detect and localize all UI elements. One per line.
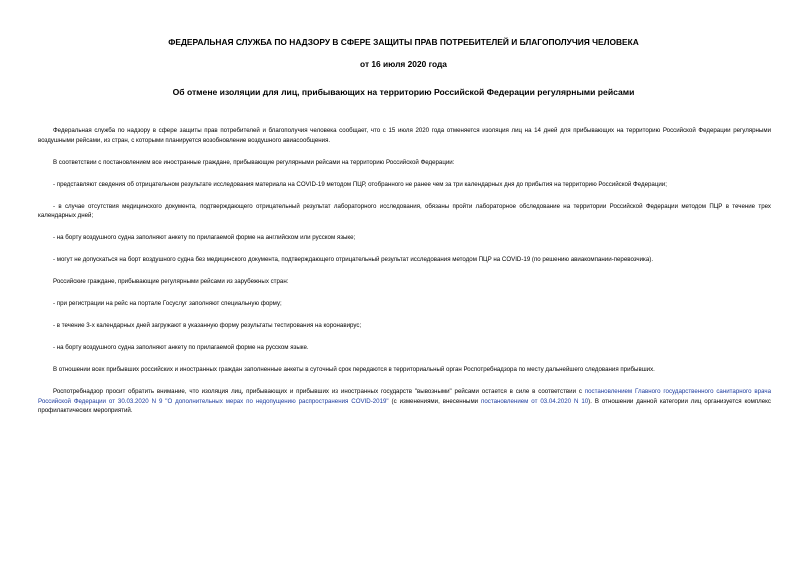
paragraph-lab-test: - в случае отсутствия медицинского документа, подтверждающего отрицательный результат лабораторного исследования, обязаны пройти лабораторное обследование на территории Российской Федерации методом ПЦР в течение трех календарных дней;: [38, 202, 771, 220]
paragraph-export-text-a: Роспотребнадзор просит обратить внимание, что изоляция лиц, прибывающих и прибывших из иностранных государств "вывозными" рейсами остается в силе в соответствии с: [53, 388, 585, 396]
paragraph-pcr-certificate: - представляют сведения об отрицательном результате исследования материала на COVID-19 методом ПЦР, отобранного не ранее чем за три календарных дня до прибытия на территорию Российской Федерации;: [53, 180, 667, 188]
paragraph-onboard-form-en-ru: - на борту воздушного судна заполняют анкету по прилагаемой форме на английском или русском языке;: [53, 234, 356, 242]
paragraph-foreign-citizens: В соответствии с постановлением все иностранные граждане, прибывающие регулярными рейсами на территорию Российской Федерации:: [53, 158, 455, 166]
paragraph-export-text-b: (с изменениями, внесенными: [388, 397, 482, 405]
agency-heading: ФЕДЕРАЛЬНАЯ СЛУЖБА ПО НАДЗОРУ В СФЕРЕ ЗАЩИТЫ ПРАВ ПОТРЕБИТЕЛЕЙ И БЛАГОПОЛУЧИЯ ЧЕЛОВЕКА: [168, 37, 639, 47]
paragraph-upload-results: - в течение 3-х календарных дней загружают в указанную форму результаты тестирования на коронавирус;: [53, 322, 362, 330]
document-title: Об отмене изоляции для лиц, прибывающих на территорию Российской Федерации регулярными рейсами: [172, 87, 635, 97]
resolution-n9-link[interactable]: постановлением Главного государственного санитарного врача Российской Федерации от 30.03.2020 N 9 "О дополнительных мерах по недопущению распространения COVID-2019": [38, 388, 771, 405]
paragraph-russian-citizens: Российские граждане, прибывающие регулярными рейсами из зарубежных стран:: [53, 278, 289, 286]
paragraph-boarding-denial: - могут не допускаться на борт воздушного судна без медицинского документа, подтверждающего отрицательный результат исследования методом ПЦР на COVID-19 (по решению авиакомпании-перевозчика).: [53, 256, 654, 264]
paragraph-export-text-c: ). В отношении данной категории лиц организуется комплекс профилактических мероприятий.: [38, 397, 771, 415]
paragraph-intro: Федеральная служба по надзору в сфере защиты прав потребителей и благополучия человека сообщает, что с 15 июля 2020 года отменяется изоляция лиц на 14 дней для прибывающих на территорию Российской Федерации регулярными воздушными рейсами, из стран, с которыми планируется возобновление воздушного авиасообщения.: [38, 127, 771, 144]
resolution-n10-link[interactable]: постановлением от 03.04.2020 N 10: [481, 397, 589, 405]
paragraph-forms-transfer: В отношении всех прибывших российских и иностранных граждан заполненные анкеты в суточный срок передаются в территориальный орган Роспотребнадзора по месту дальнейшего следования прибывших.: [53, 366, 655, 374]
document-body: [38, 126, 771, 416]
paragraph-onboard-form-ru: - на борту воздушного судна заполняют анкету по прилагаемой форме на русском языке.: [53, 344, 309, 352]
document-date: от 16 июля 2020 года: [360, 59, 447, 69]
paragraph-export-flights: [38, 387, 771, 416]
paragraph-gosuslugi-form: - при регистрации на рейс на портале Госуслуг заполняют специальную форму;: [53, 300, 282, 308]
